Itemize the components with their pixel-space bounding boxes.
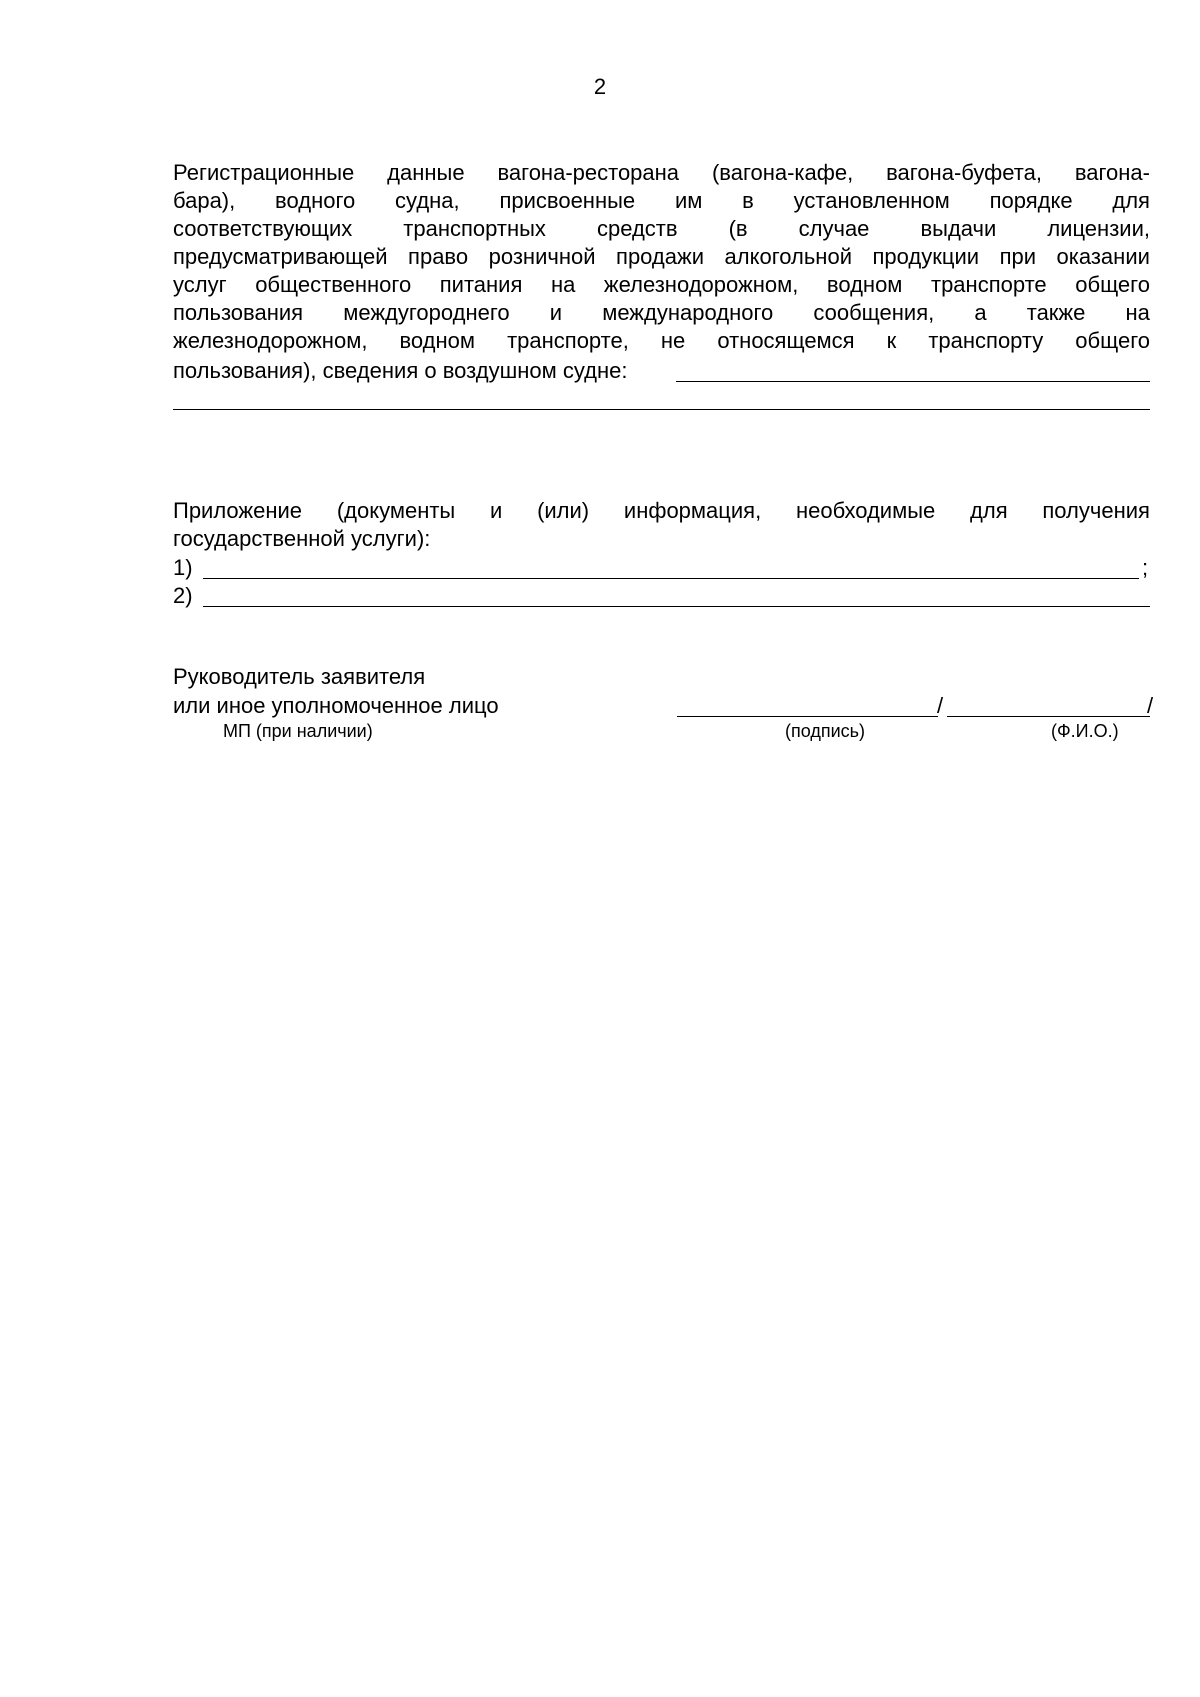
word: вагона- [1074,160,1150,185]
appendix-item-2-field[interactable] [203,606,1150,607]
full-name-field[interactable] [947,716,1150,717]
word: на [1125,300,1150,325]
appendix-item-1-end: ; [1142,555,1149,580]
word: междугороднего [343,300,510,325]
appendix-item-2-label: 2) [173,583,193,608]
word: продукции [872,244,980,269]
word: вагона-ресторана [497,160,680,185]
registration-line [173,243,1150,271]
word: Регистрационные [173,160,355,185]
word: водного [275,188,356,213]
word: лицензии, [1047,216,1150,241]
word: при [999,244,1036,269]
word: соответствующих [173,216,353,241]
aircraft-info-field-continuation[interactable] [173,409,1150,410]
word: порядке [989,188,1073,213]
registration-line [173,215,1150,243]
word: оказании [1056,244,1150,269]
word: питания [439,272,523,297]
registration-line [173,327,1150,355]
word: транспорту [928,328,1044,353]
word: транспорте [931,272,1047,297]
word: случае [798,216,870,241]
word: для [970,498,1008,523]
word: сообщения, [813,300,935,325]
word: а [974,300,987,325]
registration-line [173,187,1150,215]
word: (вагона-кафе, [711,160,854,185]
word: пользования [173,300,304,325]
word: и [490,498,503,523]
word: присвоенные [499,188,636,213]
registration-line [173,299,1150,327]
word: средств [596,216,678,241]
word: (документы [336,498,456,523]
registration-line [173,159,1150,187]
word: относящемся [717,328,855,353]
word: в [742,188,754,213]
word: транспорте, [507,328,629,353]
word: и [549,300,563,325]
appendix-heading-continuation: государственной услуги): [173,526,431,551]
registration-line [173,271,1150,299]
word: им [674,188,703,213]
word: предусматривающей [173,244,388,269]
appendix-item-1-label: 1) [173,555,193,580]
appendix-heading-line [173,497,1150,525]
word: железнодорожном, [173,328,368,353]
signature-slash: / [937,693,944,718]
full-name-caption: (Ф.И.О.) [1051,721,1119,741]
full-name-slash: / [1147,693,1154,718]
word: информация, [623,498,762,523]
aircraft-info-field[interactable] [676,381,1150,382]
signature-field[interactable] [677,716,938,717]
word: транспортных [403,216,546,241]
word: (или) [537,498,590,523]
word: также [1026,300,1086,325]
registration-last-line: пользования), сведения о воздушном судне: [173,358,628,383]
word: право [408,244,469,269]
word: Приложение [173,498,303,523]
appendix-item-1-field[interactable] [203,578,1139,579]
word: розничной [488,244,596,269]
word: алкогольной [724,244,852,269]
word: общественного [255,272,412,297]
word: необходимые [795,498,936,523]
page-number: 2 [593,74,607,99]
word: установленном [793,188,950,213]
word: общего [1075,328,1150,353]
signatory-title-line-1: Руководитель заявителя [173,664,426,689]
word: данные [387,160,465,185]
word: услуг [173,272,227,297]
word: вагона-буфета, [886,160,1042,185]
word: международного [602,300,774,325]
word: на [550,272,576,297]
signature-caption: (подпись) [785,721,866,741]
signatory-title-line-2: или иное уполномоченное лицо [173,693,499,718]
word: продажи [616,244,705,269]
word: выдачи [920,216,997,241]
word: водном [826,272,903,297]
word: получения [1042,498,1150,523]
word: железнодорожном, [603,272,799,297]
word: (в [728,216,748,241]
word: водном [399,328,476,353]
word: судна, [395,188,460,213]
word: общего [1075,272,1150,297]
stamp-caption: МП (при наличии) [223,721,373,741]
word: бара), [173,188,236,213]
word: не [660,328,686,353]
word: для [1112,188,1150,213]
word: к [886,328,897,353]
